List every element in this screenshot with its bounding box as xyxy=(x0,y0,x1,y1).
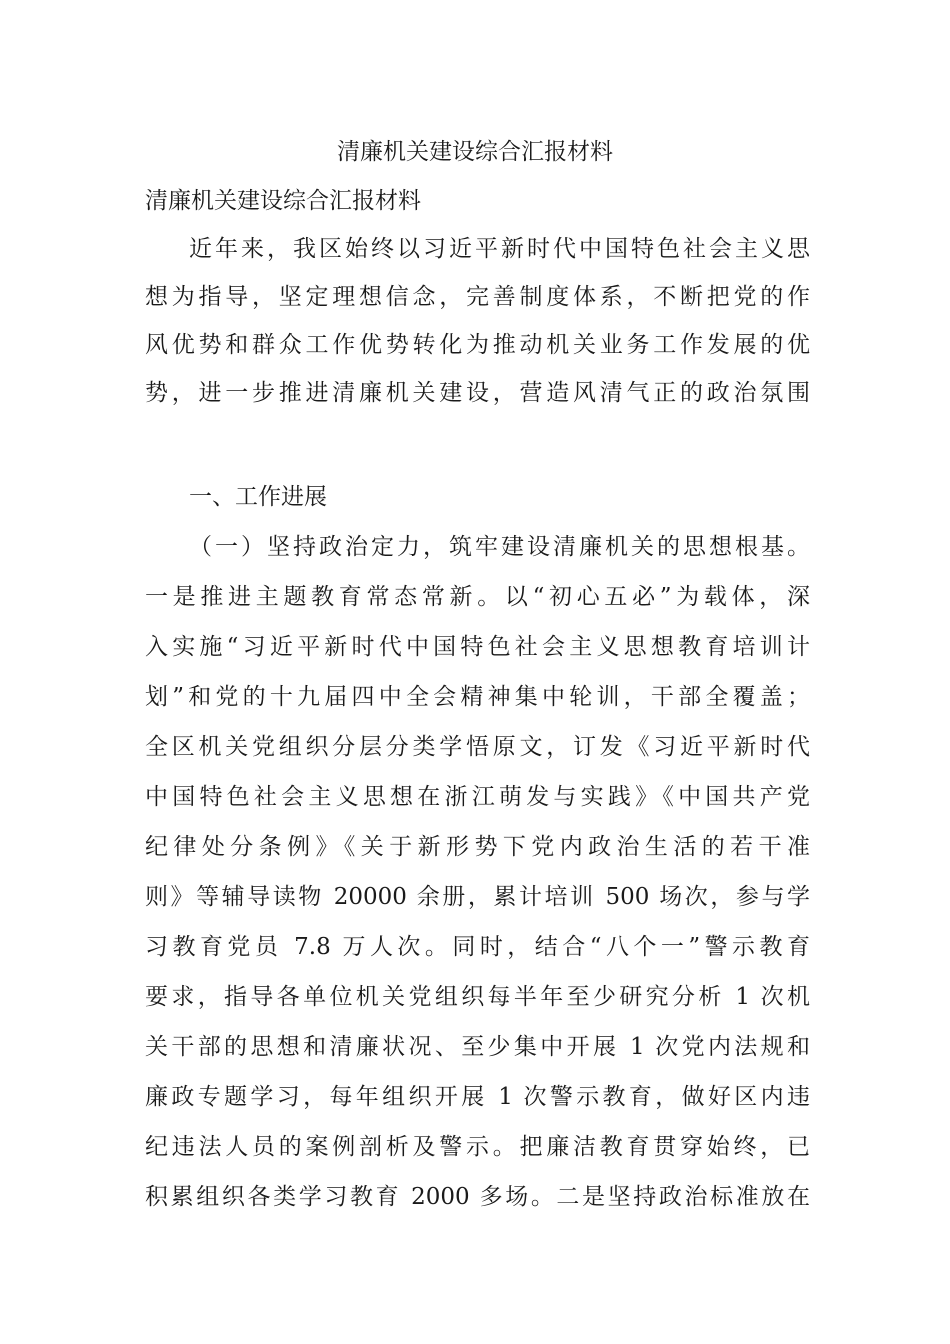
document-title: 清廉机关建设综合汇报材料 xyxy=(337,139,613,165)
intro-line: 风优势和群众工作优势转化为推动机关业务工作发展的优 xyxy=(145,332,810,358)
body-line: 入实施“习近平新时代中国特色社会主义思想教育培训计 xyxy=(145,634,810,660)
body-line: 划”和党的十九届四中全会精神集中轮训，干部全覆盖； xyxy=(145,684,810,710)
body-line: 一是推进主题教育常态常新。以“初心五必”为载体，深 xyxy=(145,584,810,610)
body-line: 习教育党员 7.8 万人次。同时，结合“八个一”警示教育 xyxy=(145,934,810,960)
intro-line: 想为指导，坚定理想信念，完善制度体系，不断把党的作 xyxy=(145,284,810,310)
intro-line: 势，进一步推进清廉机关建设，营造风清气正的政治氛围 xyxy=(145,380,810,406)
body-line: 纪律处分条例》《关于新形势下党内政治生活的若干准 xyxy=(145,834,810,860)
body-line: 中国特色社会主义思想在浙江萌发与实践》《中国共产党 xyxy=(145,784,810,810)
body-line: 关干部的思想和清廉状况、至少集中开展 1 次党内法规和 xyxy=(145,1034,810,1060)
body-line: 则》等辅导读物 20000 余册，累计培训 500 场次，参与学 xyxy=(145,884,810,910)
body-line: 廉政专题学习，每年组织开展 1 次警示教育，做好区内违 xyxy=(145,1084,810,1110)
body-line: 全区机关党组织分层分类学悟原文，订发《习近平新时代 xyxy=(145,734,810,760)
document-subtitle: 清廉机关建设综合汇报材料 xyxy=(145,188,421,214)
body-line: 要求，指导各单位机关党组织每半年至少研究分析 1 次机 xyxy=(145,984,810,1010)
body-line: 积累组织各类学习教育 2000 多场。二是坚持政治标准放在 xyxy=(145,1184,810,1210)
subsection-heading: （一）坚持政治定力，筑牢建设清廉机关的思想根基。 xyxy=(189,534,810,560)
body-line: 纪违法人员的案例剖析及警示。把廉洁教育贯穿始终，已 xyxy=(145,1134,810,1160)
section-heading: 一、工作进展 xyxy=(189,484,327,510)
intro-line: 近年来，我区始终以习近平新时代中国特色社会主义思 xyxy=(189,236,810,262)
